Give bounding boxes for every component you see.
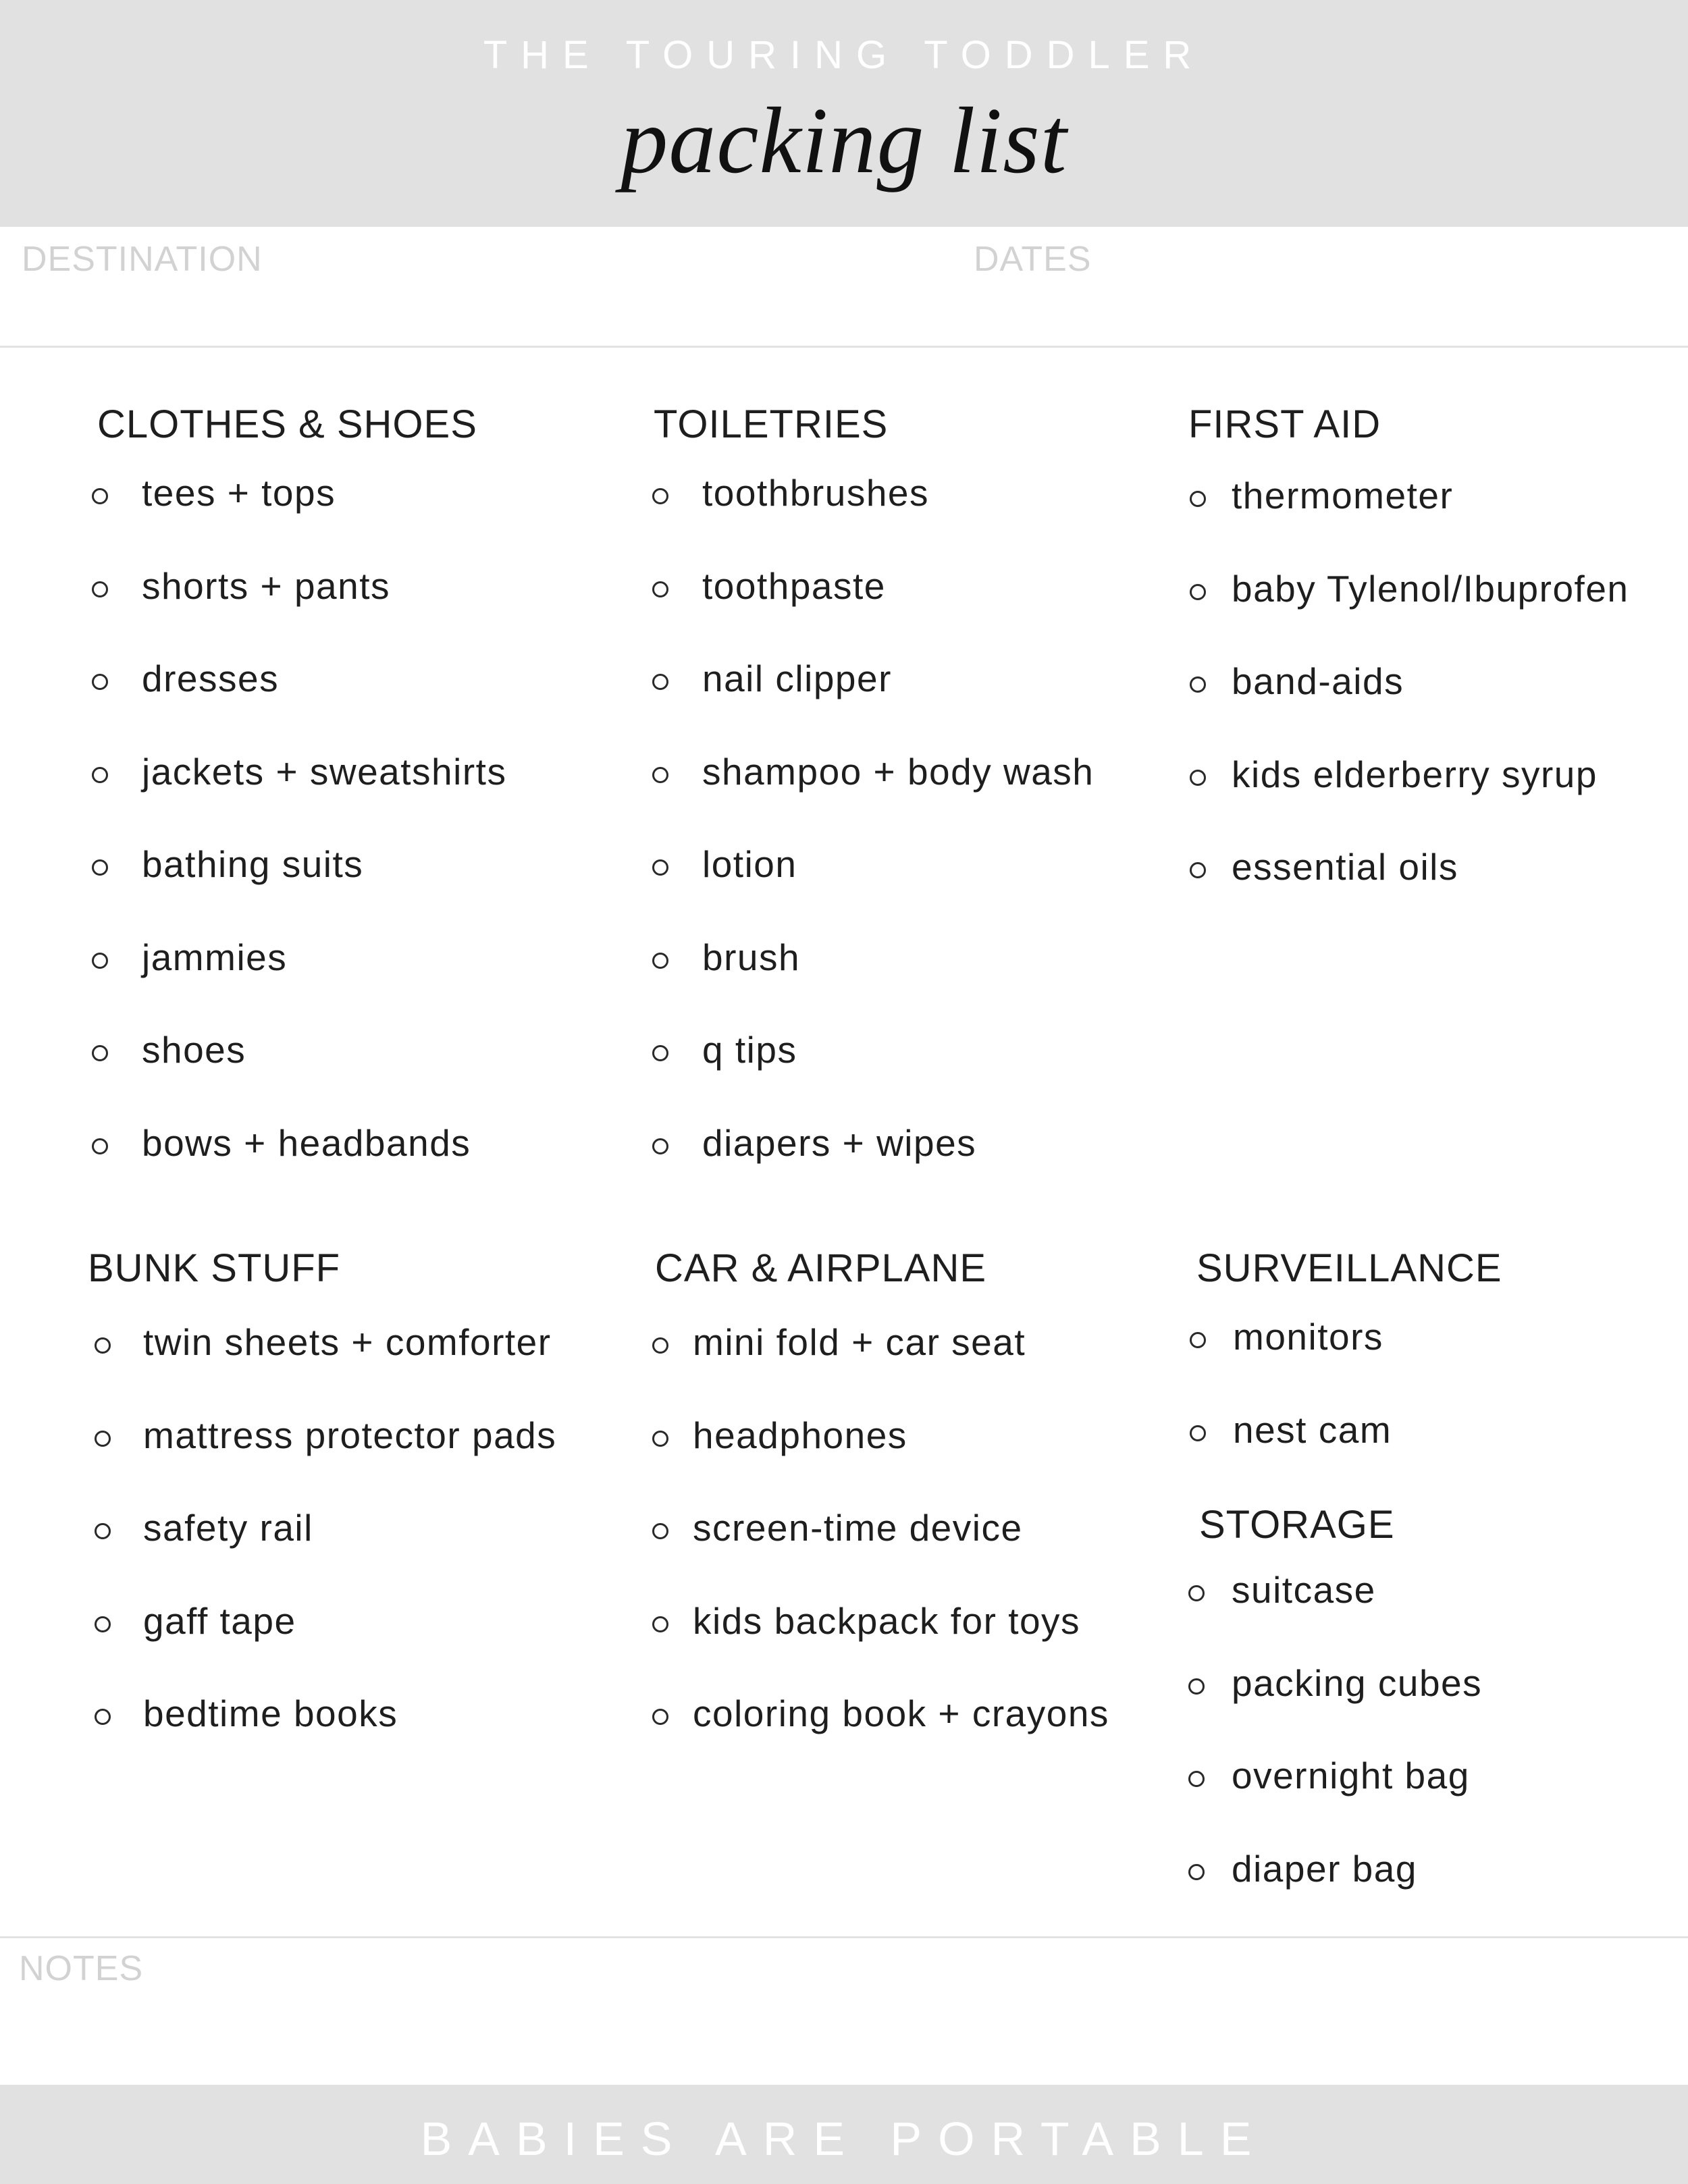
checkbox-circle-icon[interactable] [652, 767, 668, 783]
checkbox-circle-icon[interactable] [652, 1616, 668, 1632]
checkbox-circle-icon[interactable] [652, 1138, 668, 1154]
dates-label: DATES [974, 240, 1092, 279]
section-title: CLOTHES & SHOES [97, 402, 477, 446]
item-label: jammies [142, 936, 288, 978]
checkbox-circle-icon[interactable] [652, 1709, 668, 1725]
section-title: STORAGE [1199, 1503, 1395, 1547]
section-clothes [97, 402, 477, 447]
checkbox-circle-icon[interactable] [652, 581, 668, 597]
checkbox-circle-icon[interactable] [1188, 1864, 1205, 1880]
header-banner [0, 0, 1688, 227]
checkbox-circle-icon[interactable] [1190, 584, 1206, 600]
item-label: lotion [702, 843, 797, 885]
checkbox-circle-icon[interactable] [92, 859, 108, 876]
checkbox-circle-icon[interactable] [1188, 1678, 1205, 1695]
checkbox-circle-icon[interactable] [95, 1337, 111, 1354]
section-title: FIRST AID [1188, 402, 1381, 446]
item-label: mattress protector pads [143, 1414, 557, 1456]
item-label: toothbrushes [702, 472, 929, 514]
item-label: bathing suits [142, 843, 364, 885]
checkbox-circle-icon[interactable] [652, 1337, 668, 1354]
item-label: diapers + wipes [702, 1121, 977, 1164]
item-label: kids elderberry syrup [1232, 753, 1598, 795]
item-label: bows + headbands [142, 1121, 471, 1164]
item-label: bedtime books [143, 1693, 398, 1734]
checkbox-circle-icon[interactable] [92, 674, 108, 690]
section-title: BUNK STUFF [88, 1246, 341, 1290]
checkbox-circle-icon[interactable] [652, 1523, 668, 1539]
item-label: nest cam [1233, 1408, 1392, 1451]
footer-banner [0, 2085, 1688, 2184]
checkbox-circle-icon[interactable] [1190, 1425, 1206, 1441]
item-label: shoes [142, 1029, 246, 1071]
section-storage [1199, 1502, 1395, 1547]
section-bunk [88, 1246, 340, 1291]
divider-bottom [0, 1936, 1688, 1938]
checkbox-circle-icon[interactable] [1190, 770, 1206, 786]
checkbox-circle-icon[interactable] [1188, 1771, 1205, 1787]
item-label: suitcase [1232, 1569, 1376, 1611]
destination-label: DESTINATION [22, 240, 263, 279]
item-label: safety rail [143, 1507, 313, 1549]
item-label: toothpaste [702, 564, 886, 607]
checkbox-circle-icon[interactable] [92, 488, 108, 504]
item-label: thermometer [1232, 475, 1454, 516]
checkbox-circle-icon[interactable] [652, 953, 668, 969]
checkbox-circle-icon[interactable] [652, 674, 668, 690]
item-label: twin sheets + comforter [143, 1321, 552, 1363]
notes-label: NOTES [19, 1949, 144, 1988]
checkbox-circle-icon[interactable] [1190, 1332, 1206, 1348]
item-label: diaper bag [1232, 1847, 1417, 1890]
item-label: jackets + sweatshirts [142, 750, 507, 793]
brand-name: THE TOURING TODDLER [483, 33, 1205, 77]
item-label: shampoo + body wash [702, 750, 1094, 793]
checkbox-circle-icon[interactable] [95, 1431, 111, 1447]
footer-tagline: BABIES ARE PORTABLE [420, 2112, 1268, 2165]
section-surveillance [1196, 1246, 1502, 1291]
divider-top [0, 346, 1688, 348]
checkbox-circle-icon[interactable] [92, 581, 108, 597]
item-label: dresses [142, 658, 280, 699]
item-label: shorts + pants [142, 564, 390, 607]
section-title: TOILETRIES [654, 402, 889, 446]
page-title: packing list [621, 88, 1067, 193]
item-label: essential oils [1232, 846, 1458, 888]
item-label: gaff tape [143, 1599, 296, 1642]
checkbox-circle-icon[interactable] [95, 1709, 111, 1725]
item-label: kids backpack for toys [693, 1599, 1081, 1642]
checkbox-circle-icon[interactable] [1190, 676, 1206, 693]
item-label: baby Tylenol/Ibuprofen [1232, 567, 1629, 610]
item-label: q tips [702, 1029, 797, 1071]
item-label: nail clipper [702, 658, 892, 699]
checkbox-circle-icon[interactable] [92, 1138, 108, 1154]
section-first-aid [1188, 402, 1381, 447]
item-label: overnight bag [1232, 1755, 1470, 1796]
item-label: brush [702, 936, 801, 978]
checkbox-circle-icon[interactable] [652, 488, 668, 504]
checkbox-circle-icon[interactable] [652, 1431, 668, 1447]
item-label: headphones [693, 1414, 907, 1456]
item-label: tees + tops [142, 472, 336, 514]
item-label: band-aids [1232, 660, 1404, 702]
checkbox-circle-icon[interactable] [92, 1045, 108, 1061]
checkbox-circle-icon[interactable] [652, 859, 668, 876]
item-label: screen-time device [693, 1507, 1023, 1549]
item-label: packing cubes [1232, 1661, 1483, 1704]
checkbox-circle-icon[interactable] [652, 1045, 668, 1061]
checkbox-circle-icon[interactable] [92, 953, 108, 969]
section-car [655, 1246, 986, 1291]
section-toiletries [654, 402, 888, 447]
item-label: coloring book + crayons [693, 1693, 1109, 1734]
checkbox-circle-icon[interactable] [95, 1616, 111, 1632]
checkbox-circle-icon[interactable] [1190, 862, 1206, 878]
item-label: mini fold + car seat [693, 1321, 1026, 1363]
checkbox-circle-icon[interactable] [1188, 1585, 1205, 1601]
checkbox-circle-icon[interactable] [1190, 491, 1206, 507]
section-title: SURVEILLANCE [1196, 1246, 1502, 1290]
item-label: monitors [1233, 1316, 1383, 1358]
checkbox-circle-icon[interactable] [95, 1523, 111, 1539]
checkbox-circle-icon[interactable] [92, 767, 108, 783]
section-title: CAR & AIRPLANE [655, 1246, 987, 1290]
